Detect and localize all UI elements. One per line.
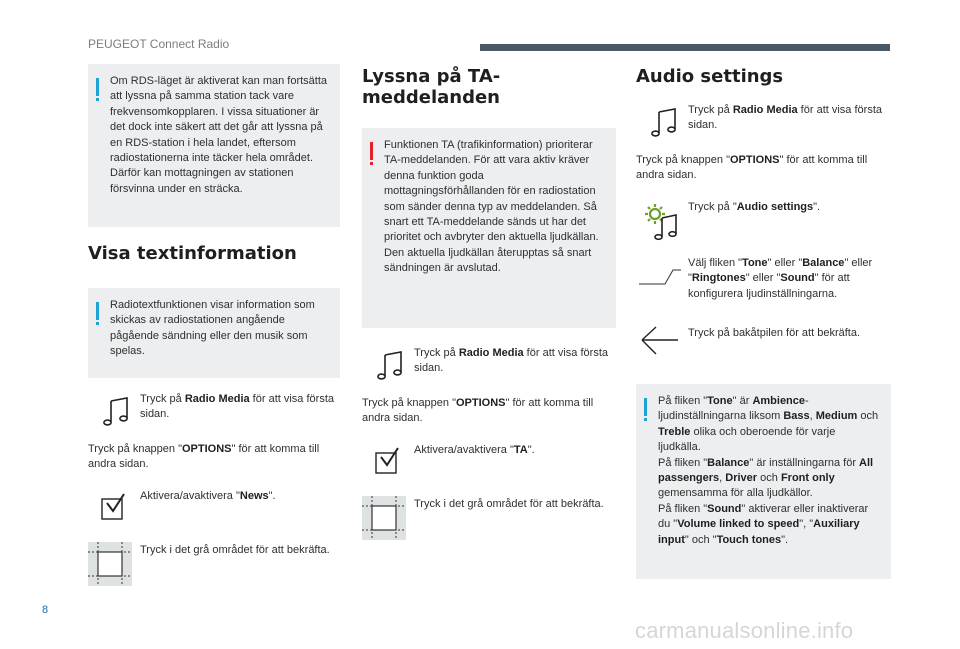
step-select-tab: [636, 256, 891, 302]
step-confirm-gray: [88, 543, 340, 577]
back-arrow-icon: [638, 324, 682, 358]
gray-area-confirm-icon: [362, 495, 406, 541]
section-heading-ta: Lyssna på TA-meddelanden: [362, 66, 501, 108]
header-bar: [480, 44, 890, 51]
step-bold: Radio Media: [184, 393, 250, 405]
step-bold: Sound: [780, 272, 815, 285]
column-2: [362, 64, 616, 531]
info-text: Radiotextfunktionen visar information som skickas av radiostationen angående pågående sändning eller den musik som spelas.: [110, 299, 315, 358]
step-bold: Audio settings: [736, 200, 814, 213]
info-box-radiotext: [88, 288, 340, 378]
info-text: På fliken "Tone" är Ambience-ljudinställningarna liksom Bass, Medium och Treble olika och oberoende för varje ljudkälla. På fliken "Balance" är inställningarna för All passengers, Driver och Front only gemensamma för alla ljudkällor. På fliken "Sound" aktiverar eller inaktiverar du "Volume linked to speed", "Auxiliary input" och "Touch tones".: [658, 395, 879, 546]
step-bold: Radio Media: [732, 104, 798, 116]
para-text: Tryck på knappen ": [88, 443, 182, 455]
audio-settings-icon: [642, 202, 682, 242]
step-text: Tryck på bakåtpilen för att bekräfta.: [688, 327, 861, 340]
checkbox-icon: [98, 491, 134, 527]
info-box-audio: [636, 384, 891, 579]
step-text: för att visa första sidan.: [140, 393, 334, 421]
warning-text: Funktionen TA (trafikinformation) prioriterar TA-meddelanden. För att vara aktiv kräver denna funktion goda mottagningsförhållanden för en radiostation som sänder denna typ av meddelanden. Så snart ett TA-meddelande sänds ut har det prioritet och avbryter den aktuella ljudkällan. Den aktuella ljudkällan återupptas så snart sändningen är avslutad.: [384, 139, 599, 275]
music-note-icon: [646, 105, 682, 141]
info-icon: [644, 398, 647, 416]
step-text: för att visa första sidan.: [688, 104, 882, 132]
step-text: för att visa första sidan.: [414, 347, 608, 375]
paragraph-options: [88, 442, 340, 473]
info-icon: [96, 302, 99, 320]
step-text: Tryck i det grå området för att bekräfta.: [140, 543, 330, 556]
step-audio-settings: [636, 200, 891, 244]
step-bold: Ringtones: [691, 272, 746, 285]
step-text: ".: [813, 200, 821, 213]
para-bold: OPTIONS: [182, 443, 232, 455]
column-3: [636, 64, 891, 579]
music-note-icon: [372, 348, 408, 384]
step-back-arrow: [636, 326, 891, 360]
gray-area-confirm-icon: [88, 541, 132, 587]
step-bold: Radio Media: [458, 347, 524, 359]
step-text: Aktivera/avaktivera ": [414, 443, 514, 456]
step-text: Tryck på: [414, 347, 459, 359]
step-radio-media: [88, 392, 340, 426]
step-text: ".: [527, 443, 535, 456]
para-text: " för att komma till andra sidan.: [636, 154, 868, 182]
section-heading-audio: Audio settings: [636, 66, 784, 87]
step-text: " eller ": [767, 256, 803, 269]
para-text: " för att komma till andra sidan.: [362, 397, 594, 425]
section-heading-text-info: Visa textinformation: [88, 243, 297, 264]
step-text: " eller ": [745, 272, 781, 285]
step-text: " eller ": [688, 256, 873, 285]
step-text: Tryck i det grå området för att bekräfta.: [414, 497, 604, 510]
watermark: carmanualsonline.info: [635, 618, 854, 643]
header-title: PEUGEOT Connect Radio: [88, 37, 230, 51]
para-text: " för att komma till andra sidan.: [88, 443, 320, 471]
step-text: ".: [268, 489, 276, 502]
step-text: Välj fliken ": [688, 256, 743, 269]
step-text: Tryck på: [140, 393, 185, 405]
para-bold: OPTIONS: [456, 397, 506, 409]
info-text: Om RDS-läget är aktiverat kan man fortsätta att lyssna på samma station tack vare frekvensomkopplaren. I vissa situationer är det dock inte säkert att det går att lyssna på en RDS-station i hela landet, eftersom radiostationerna inte täcker hela området. Därför kan mottagningen av stationen försvinna under en sträcka.: [110, 75, 328, 195]
page-number: 8: [42, 604, 49, 616]
info-box-rds: [88, 64, 340, 227]
paragraph-options: [362, 396, 616, 427]
music-note-icon: [98, 394, 134, 430]
info-icon: [96, 78, 99, 96]
column-1: [88, 64, 340, 577]
para-text: Tryck på knappen ": [636, 154, 730, 166]
step-text: Tryck på: [688, 104, 733, 116]
step-toggle-ta: [362, 443, 616, 477]
step-bold: Balance: [802, 256, 845, 269]
checkbox-icon: [372, 445, 408, 481]
step-bold: Tone: [742, 256, 768, 269]
para-bold: OPTIONS: [730, 154, 780, 166]
step-radio-media: [636, 103, 891, 137]
warning-icon: [370, 142, 373, 160]
step-text: " för att konfigurera ljudinställningarna.: [688, 272, 850, 300]
warning-box-ta: [362, 128, 616, 328]
tab-icon: [638, 266, 682, 290]
step-radio-media: [362, 346, 616, 380]
step-text: Tryck på ": [688, 200, 737, 213]
step-bold: News: [239, 489, 269, 502]
paragraph-options: [636, 153, 891, 184]
para-text: Tryck på knappen ": [362, 397, 456, 409]
step-bold: TA: [513, 443, 528, 456]
step-confirm-gray: [362, 497, 616, 531]
step-text: Aktivera/avaktivera ": [140, 489, 240, 502]
step-toggle-news: [88, 489, 340, 523]
